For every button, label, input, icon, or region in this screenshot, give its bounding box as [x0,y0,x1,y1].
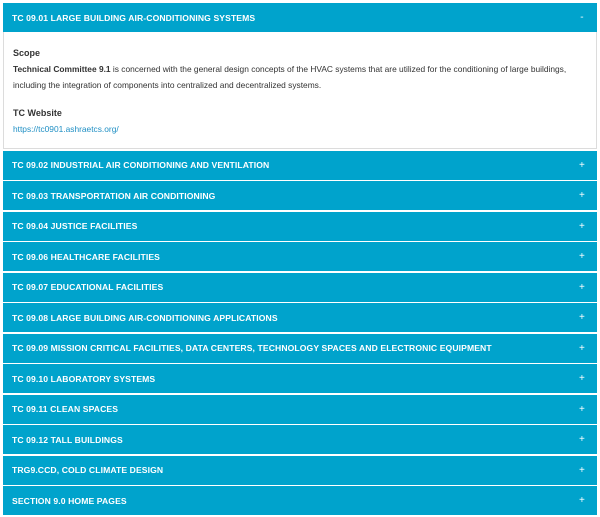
accordion-header-tc-09-02[interactable] [3,151,597,180]
accordion-title: TC 09.06 HEALTHCARE FACILITIES [12,251,160,262]
collapse-icon[interactable]: - [580,12,584,23]
accordion-title: TC 09.08 LARGE BUILDING AIR-CONDITIONING APPLICATIONS [12,312,278,323]
accordion-title: TC 09.11 CLEAN SPACES [12,404,119,414]
expand-icon[interactable]: + [579,312,585,323]
expand-icon[interactable]: + [579,434,585,445]
accordion-title: TC 09.07 EDUCATIONAL FACILITIES [12,282,164,292]
accordion-header-tc-09-12[interactable] [3,425,597,454]
expand-icon[interactable]: + [579,190,585,201]
accordion-header-tc-09-08[interactable] [3,303,597,332]
accordion-title: TC 09.10 LABORATORY SYSTEMS [12,373,156,384]
scope-description [13,61,587,93]
accordion-header-tc-09-06[interactable] [3,242,597,271]
expand-icon[interactable]: + [579,495,585,506]
committee-name: Technical Committee 9.1 [13,64,111,74]
expand-icon[interactable]: + [579,403,585,415]
expand-icon[interactable]: + [579,159,585,171]
website-link[interactable]: https://tc0901.ashraetcs.org/ [13,124,119,134]
accordion-header-tc-09-04[interactable] [3,212,597,241]
accordion-title: TC 09.04 JUSTICE FACILITIES [12,221,138,231]
committee-accordion [3,3,597,517]
accordion-header-trg9-ccd[interactable] [3,456,597,485]
accordion-header-tc-09-09[interactable] [3,334,597,363]
accordion-title: SECTION 9.0 HOME PAGES [12,495,127,506]
expand-icon[interactable]: + [579,281,585,293]
accordion-title: TC 09.12 TALL BUILDINGS [12,434,123,445]
expand-icon[interactable]: + [579,342,585,354]
accordion-header-tc-09-03[interactable] [3,181,597,210]
accordion-header-tc-09-11[interactable] [3,395,597,424]
accordion-title: TC 09.02 INDUSTRIAL AIR CONDITIONING AND VENTILATION [12,160,270,170]
accordion-header-tc-09-10[interactable] [3,364,597,393]
accordion-title: TC 09.01 LARGE BUILDING AIR-CONDITIONING SYSTEMS [12,12,256,23]
accordion-title: TC 09.09 MISSION CRITICAL FACILITIES, DATA CENTERS, TECHNOLOGY SPACES AND ELECTRONIC EQUIPMENT [12,343,492,353]
accordion-header-section-9-home[interactable] [3,486,597,515]
description-text: is concerned with the general design concepts of the HVAC systems that are utilized for the conditioning of large buildings, including the integration of components into centralized and decentralized systems. [13,64,567,90]
accordion-title: TRG9.CCD, COLD CLIMATE DESIGN [12,465,164,475]
website-heading: TC Website [13,108,62,118]
accordion-panel-tc-09-01 [3,32,597,149]
expand-icon[interactable]: + [579,373,585,384]
accordion-header-tc-09-07[interactable] [3,273,597,302]
expand-icon[interactable]: + [579,464,585,476]
accordion-title: TC 09.03 TRANSPORTATION AIR CONDITIONING [12,190,216,201]
expand-icon[interactable]: + [579,220,585,232]
expand-icon[interactable]: + [579,251,585,262]
scope-heading: Scope [13,48,41,58]
accordion-header-tc-09-01[interactable] [3,3,597,32]
